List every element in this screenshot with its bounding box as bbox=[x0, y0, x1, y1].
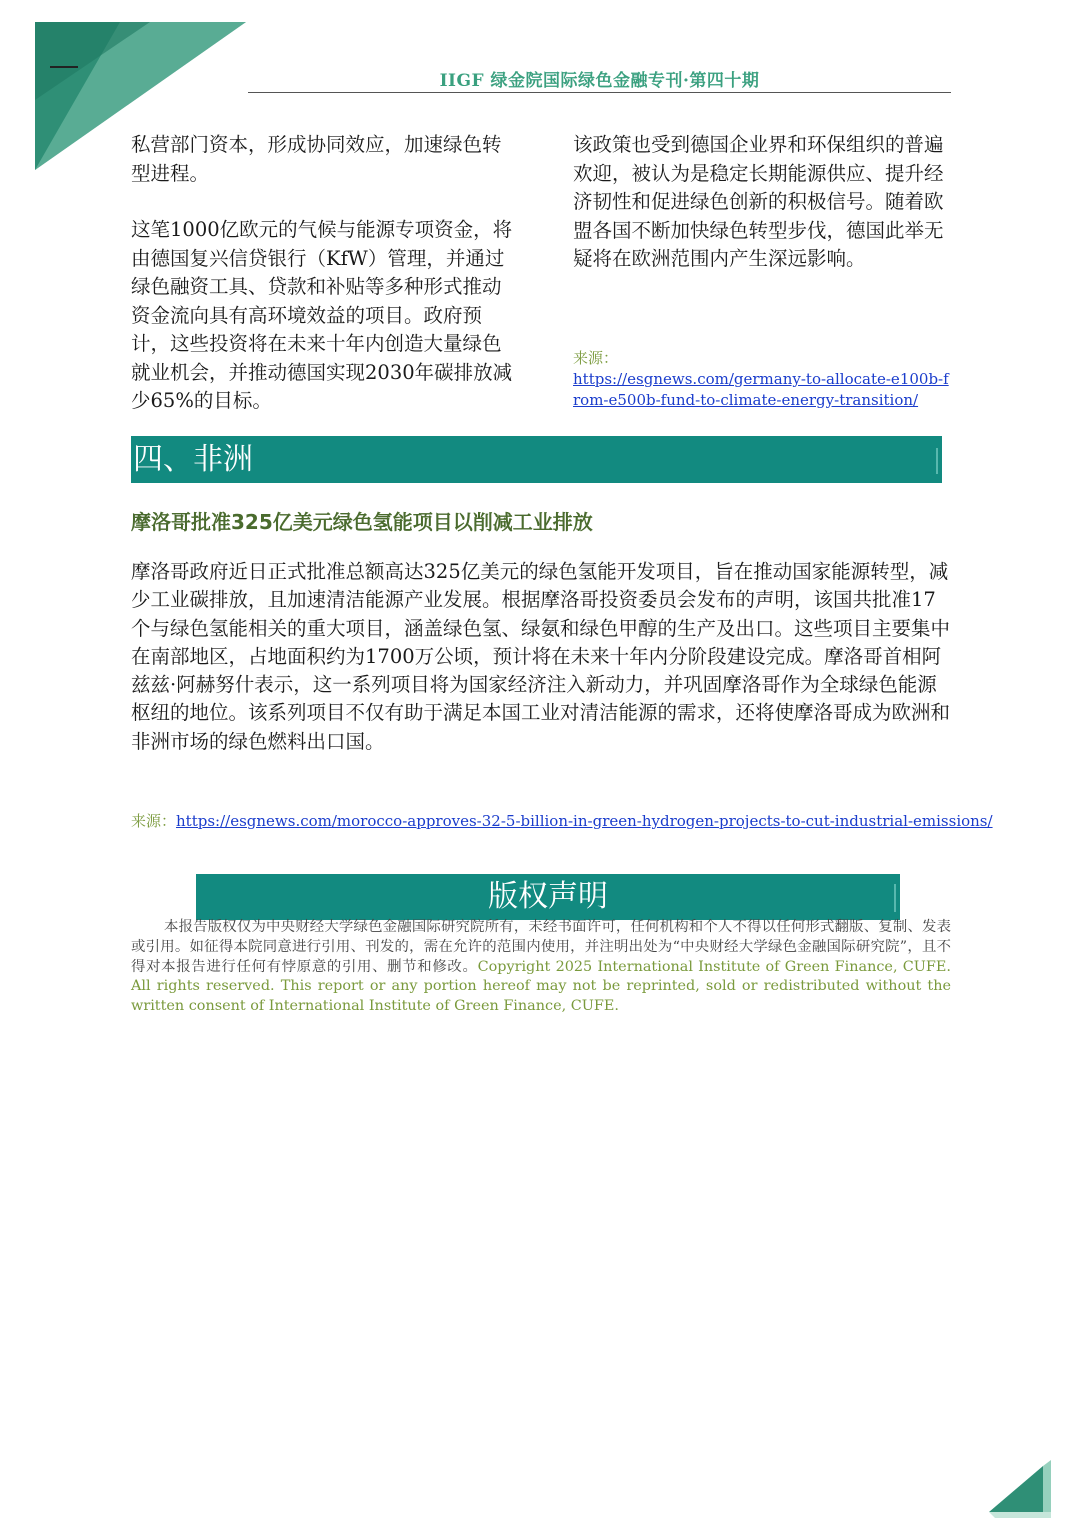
copyright-text-cn: 本报告版权仅为中央财经大学绿色金融国际研究院所有，未经书面许可，任何机构和个人不得以任何形式翻版、复制、发表或引用。如征得本院同意进行引用、刊发的，需在允许的范围内使用，并注明出处为“中央财经大学绿色金融国际研究院”，且不得对本报告进行任何有悖原意的引用、删节和修改。 bbox=[131, 919, 951, 975]
copyright-heading-text: 版权声明 bbox=[488, 879, 608, 914]
right-paragraph: 该政策也受到德国企业界和环保组织的普遍欢迎，被认为是稳定长期能源供应、提升经济韧性和促进绿色创新的积极信号。随着欧盟各国不断加快绿色转型步伐，德国此举无疑将在欧洲范围内产生深远影响。 bbox=[573, 133, 944, 270]
left-column bbox=[131, 131, 516, 416]
section-heading-africa bbox=[131, 436, 942, 483]
morocco-source bbox=[131, 810, 993, 831]
left-paragraph-1: 私营部门资本，形成协同效应，加速绿色转型进程。 bbox=[131, 133, 502, 185]
bar-tick bbox=[936, 448, 938, 474]
source-link-morocco[interactable]: https://esgnews.com/morocco-approves-32-5-billion-in-green-hydrogen-projects-to-cut-industrial-emissions/ bbox=[176, 812, 993, 830]
source-label: 来源： bbox=[131, 812, 177, 830]
section-heading-text: 四、非洲 bbox=[133, 442, 253, 477]
article-body: 摩洛哥政府近日正式批准总额高达325亿美元的绿色氢能开发项目，旨在推动国家能源转型，减少工业碳排放，且加速清洁能源产业发展。根据摩洛哥投资委员会发布的声明，该国共批准17个与绿色氢能相关的重大项目，涵盖绿色氢、绿氨和绿色甲醇的生产及出口。这些项目主要集中在南部地区，占地面积约为1700万公顷，预计将在未来十年内分阶段建设完成。摩洛哥首相阿兹兹·阿赫努什表示，这一系列项目将为国家经济注入新动力，并巩固摩洛哥作为全球绿色能源枢纽的地位。该系列项目不仅有助于满足本国工业对清洁能源的需求，还将使摩洛哥成为欧洲和非洲市场的绿色燃料出口国。 bbox=[131, 560, 951, 753]
right-column bbox=[573, 131, 958, 274]
germany-source bbox=[573, 348, 953, 411]
copyright-heading bbox=[196, 874, 900, 920]
source-label: 来源： bbox=[573, 349, 619, 367]
header-rule bbox=[248, 92, 951, 93]
corner-decoration-bottom-right bbox=[985, 1432, 1080, 1527]
copyright-text-en: Copyright 2025 International Institute of Green Finance, CUFE. All rights reserved. This report or any portion hereof may not be reprinted, sold or redistributed without the written consent of International Institute of Green Finance, CUFE. bbox=[131, 958, 951, 1015]
copyright-text bbox=[131, 918, 951, 1017]
source-link-germany[interactable]: https://esgnews.com/germany-to-allocate-e100b-from-e500b-fund-to-climate-energy-transition/ bbox=[573, 370, 949, 409]
header-title: IIGF 绿金院国际绿色金融专刊·第四十期 bbox=[439, 71, 760, 91]
header-dash bbox=[50, 66, 78, 68]
left-paragraph-2: 这笔1000亿欧元的气候与能源专项资金，将由德国复兴信贷银行（KfW）管理，并通过绿色融资工具、贷款和补贴等多种形式推动资金流向具有高环境效益的项目。政府预计，这些投资将在未来十年内创造大量绿色就业机会，并推动德国实现2030年碳排放减少65%的目标。 bbox=[131, 218, 513, 412]
article-title: 摩洛哥批准325亿美元绿色氢能项目以削减工业排放 bbox=[131, 510, 593, 534]
bar-tick bbox=[894, 884, 896, 912]
